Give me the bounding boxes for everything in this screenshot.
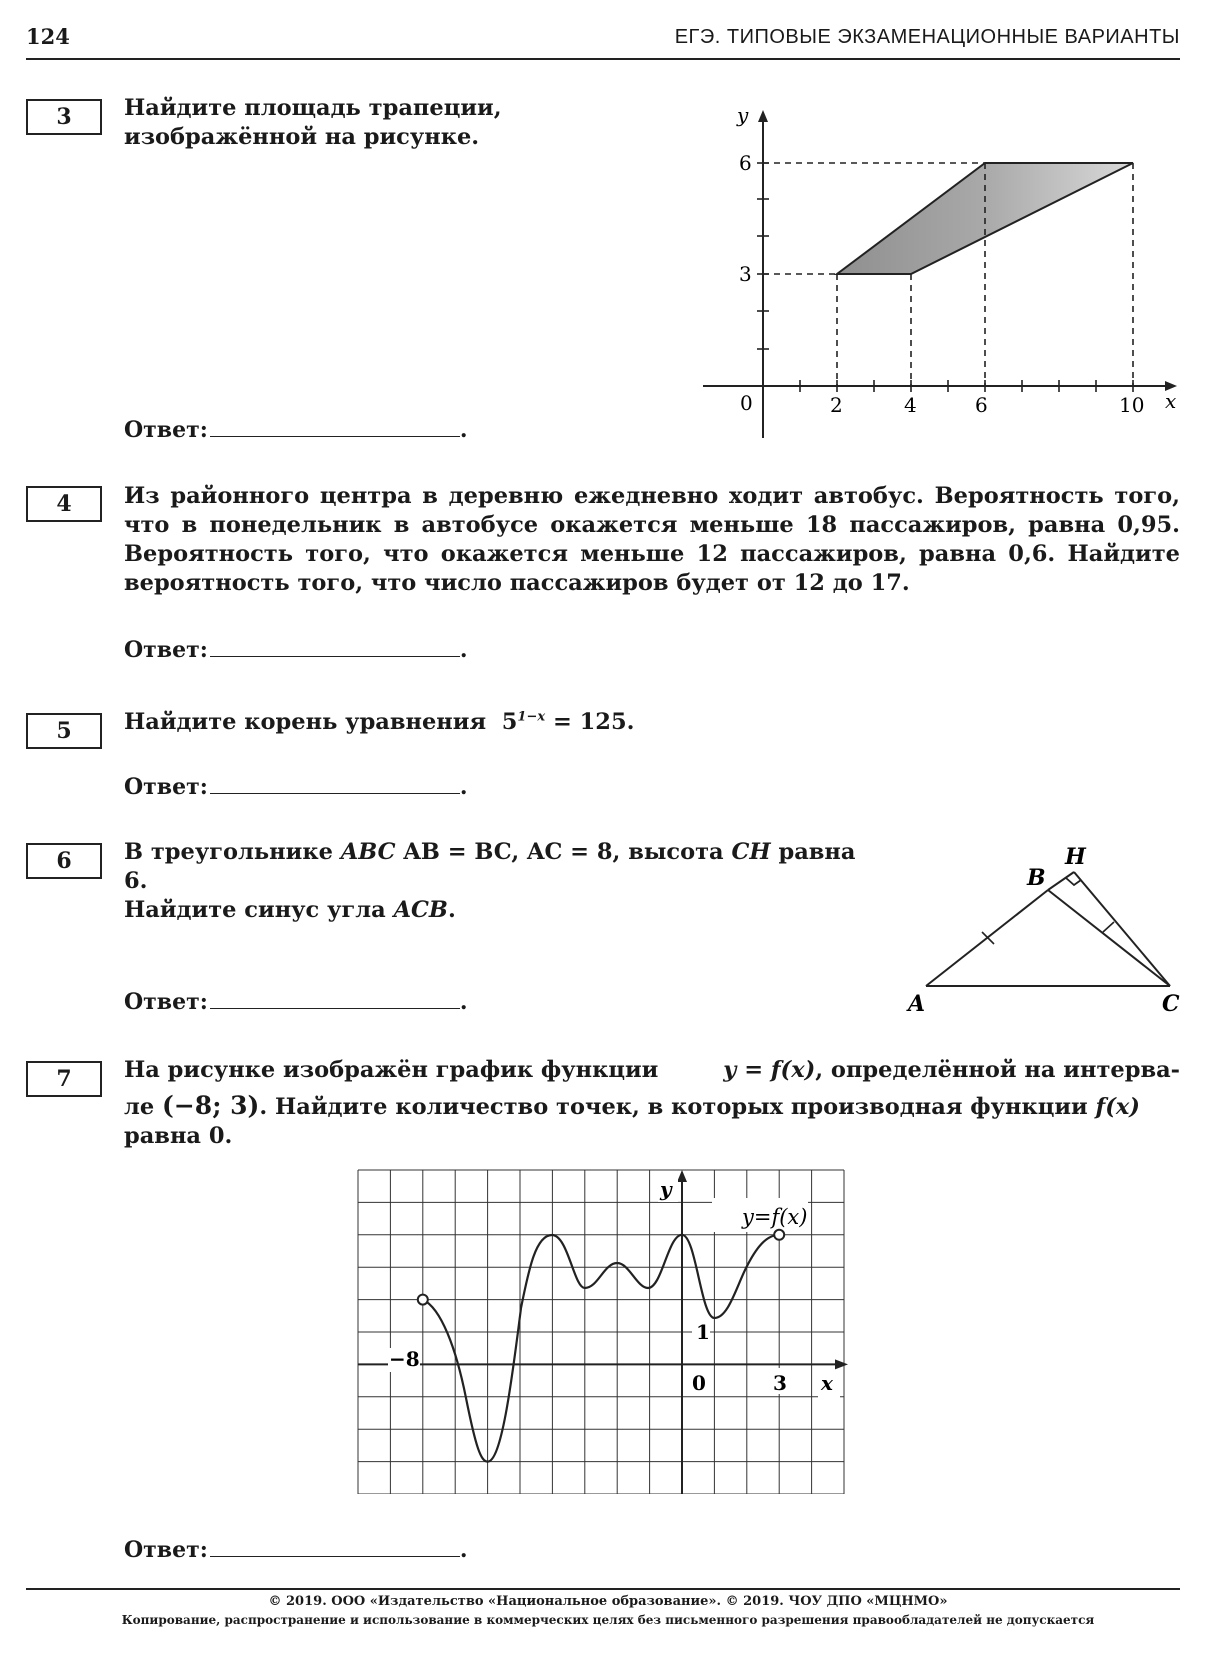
task-7-line-2: ле (−8; 3). Найдите количество точек, в которых производная функции f(x) равна 0. (124, 1091, 1140, 1149)
label-C: C (1162, 991, 1180, 1017)
y-axis-arrow (758, 110, 768, 122)
task-5-number: 5 (26, 713, 102, 749)
height-CH (1074, 872, 1170, 986)
task-7-answer-field[interactable] (210, 1534, 460, 1557)
interval: (−8; 3) (162, 1091, 260, 1120)
triangle-name: ABC (340, 839, 396, 865)
label-1: 1 (696, 1320, 710, 1344)
equation-base: 5 (501, 709, 518, 735)
task-6-line-2: Найдите синус угла ACB. (124, 897, 456, 923)
x-axis-label: x (821, 1371, 833, 1395)
x-tick-label-10: 10 (1119, 393, 1145, 417)
open-endpoint-right (774, 1230, 784, 1240)
angle-name: ACB (393, 897, 448, 923)
x-tick-label-4: 4 (904, 393, 917, 417)
answer-label: Ответ: (124, 989, 208, 1015)
task-3-text: Найдите площадь трапеции, изображённой на рисунке. (124, 95, 502, 150)
side-BC (1048, 890, 1170, 986)
task-5-answer-field[interactable] (210, 771, 460, 794)
task-7-line-1: На рисунке изображён график функции y = f(x), определённой на интерва- (124, 1057, 1180, 1083)
equation-rhs: = 125. (552, 709, 635, 735)
task-7-graph (356, 1168, 850, 1494)
task-5-text (124, 708, 1024, 737)
task-3-answer: Ответ: . (124, 414, 468, 443)
task-4-number: 4 (26, 486, 102, 522)
open-endpoint-left (418, 1295, 428, 1305)
task-4-answer-field[interactable] (210, 634, 460, 657)
page-number: 124 (26, 24, 70, 49)
x-axis-label: x (1165, 389, 1177, 413)
task-3-answer-field[interactable] (210, 414, 460, 437)
label-3: 3 (773, 1371, 787, 1395)
answer-label: Ответ: (124, 1537, 208, 1563)
x-axis-arrow (835, 1359, 848, 1369)
y-tick-label-6: 6 (739, 151, 752, 175)
tick-BC (1103, 922, 1114, 932)
answer-label: Ответ: (124, 637, 208, 663)
task-6-answer-field[interactable] (210, 986, 460, 1009)
y-axis-label: y (660, 1177, 672, 1201)
task-7-text (124, 1056, 1180, 1151)
task-6-text (124, 838, 884, 925)
running-title: ЕГЭ. ТИПОВЫЕ ЭКЗАМЕНАЦИОННЫЕ ВАРИАНТЫ (674, 26, 1180, 48)
task-3-figure (695, 100, 1185, 445)
label-minus-8: −8 (389, 1347, 420, 1371)
task-5-answer: Ответ: . (124, 771, 468, 800)
task-6-figure (900, 840, 1190, 1020)
task-4-text: Из районного центра в деревню ежедневно ходит автобус. Вероятность того, что в понедельник в автобусе окажется меньше 18 пассажиров, равна 0,95. Вероятность того, что окажется меньше 12 пассажиров, равна 0,6. Найдите вероятность того, что число пассажиров будет от 12 до 17. (124, 483, 1180, 596)
y-axis-arrow (677, 1170, 687, 1182)
x-tick-label-6: 6 (975, 393, 988, 417)
x-tick-label-2: 2 (830, 393, 843, 417)
copying-notice: Копирование, распространение и использование в коммерческих целях без письменного разрешения правообладателей не допускается (121, 1613, 1095, 1627)
function-curve (423, 1235, 779, 1462)
label-A: A (908, 991, 926, 1017)
label-B: B (1027, 865, 1046, 891)
header-divider (26, 58, 1180, 60)
y-axis-label: y (737, 103, 749, 127)
copyright: © 2019. ООО «Издательство «Национальное образование». © 2019. ЧОУ ДПО «МЦНМО» (268, 1594, 948, 1609)
task-6-number: 6 (26, 843, 102, 879)
task-4-answer: Ответ: . (124, 634, 468, 663)
function-notation: y = f(x) (723, 1057, 816, 1083)
answer-label: Ответ: (124, 774, 208, 800)
equation-exponent: 1−x (517, 709, 546, 725)
task-6-line-1: В треугольнике ABC AB = BC, AC = 8, высота CH равна 6. (124, 839, 856, 894)
task-3-number: 3 (26, 99, 102, 135)
task-7-answer: Ответ: . (124, 1534, 468, 1563)
task-6-answer: Ответ: . (124, 986, 468, 1015)
graph-legend: y=f(x) (742, 1205, 808, 1229)
height-name: CH (731, 839, 771, 865)
answer-label: Ответ: (124, 417, 208, 443)
footer-divider (26, 1588, 1180, 1590)
label-H: H (1065, 844, 1086, 870)
task-7-number: 7 (26, 1061, 102, 1097)
origin-label: 0 (692, 1371, 706, 1395)
task-5-intro: Найдите корень уравнения (124, 709, 487, 735)
function-f: f(x) (1095, 1094, 1140, 1120)
origin-label: 0 (740, 391, 753, 415)
y-tick-label-3: 3 (739, 262, 752, 286)
